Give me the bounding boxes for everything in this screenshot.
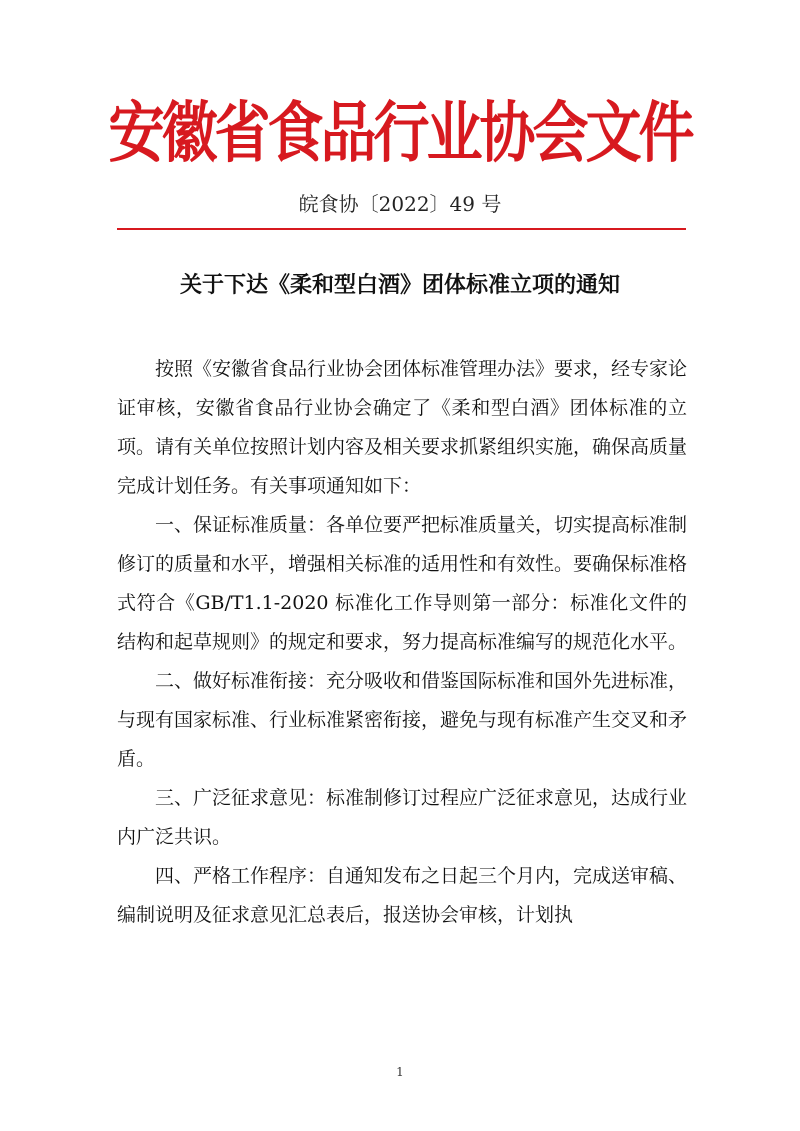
page-number: 1: [396, 1065, 404, 1079]
body-paragraph-quality: 一、保证标准质量：各单位要严把标准质量关，切实提高标准制修订的质量和水平，增强相关标准的适用性和有效性。要确保标准格式符合《GB/T1.1-2020 标准化工作导则第一部分：标准化文件的结构和起草规则》的规定和要求，努力提高标准编写的规范化水平。: [117, 514, 688, 653]
notice-title: 关于下达《柔和型白酒》团体标准立项的通知: [179, 272, 620, 298]
body-paragraph-intro: 按照《安徽省食品行业协会团体标准管理办法》要求，经专家论证审核，安徽省食品行业协会确定了《柔和型白酒》团体标准的立项。请有关单位按照计划内容及相关要求抓紧组织实施，确保高质量完成计划任务。有关事项通知如下：: [117, 358, 688, 497]
document-body: [117, 350, 687, 935]
header-divider: [117, 228, 686, 230]
document-number: 皖食协〔2022〕49 号: [298, 192, 502, 216]
body-paragraph-consultation: 三、广泛征求意见：标准制修订过程应广泛征求意见，达成行业内广泛共识。: [117, 787, 688, 848]
document-header-title: 安徽省食品行业协会文件: [108, 93, 692, 172]
body-paragraph-procedure: 四、严格工作程序：自通知发布之日起三个月内，完成送审稿、编制说明及征求意见汇总表后，报送协会审核，计划执: [117, 865, 688, 926]
body-paragraph-alignment: 二、做好标准衔接：充分吸收和借鉴国际标准和国外先进标准，与现有国家标准、行业标准紧密衔接，避免与现有标准产生交叉和矛盾。: [117, 670, 688, 770]
